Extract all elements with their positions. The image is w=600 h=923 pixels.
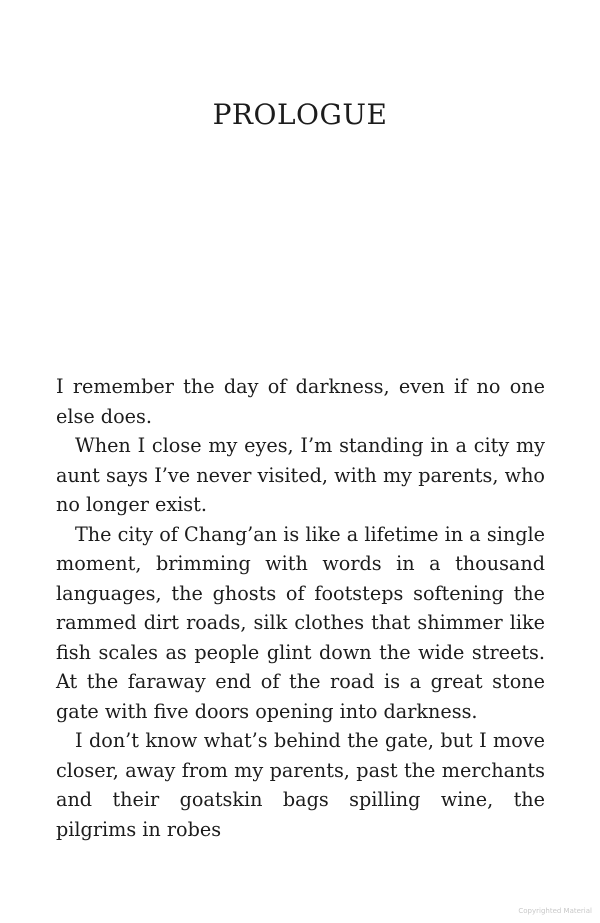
chapter-title: PROLOGUE (212, 98, 388, 131)
paragraph: The city of Chang’an is like a lifetime in a single moment, brimming with words in a thousand languages, the ghosts of footsteps softening the rammed dirt roads, silk clothes that shimmer like fish scales as people glint down the wide streets. At the faraway end of the road is a great stone gate with five doors opening into darkness. (56, 522, 545, 723)
paragraph: I remember the day of darkness, even if no one else does. (56, 375, 545, 428)
paragraph: I don’t know what’s behind the gate, but I move closer, away from my parents, past the merchants and their goatskin bags spilling wine, the pilgrims in robes (56, 729, 545, 841)
paragraph: When I close my eyes, I’m standing in a city my aunt says I’ve never visited, with my parents, who no longer exist. (56, 434, 545, 516)
copyright-watermark: Copyrighted Material (518, 907, 592, 915)
body-text (56, 372, 545, 844)
